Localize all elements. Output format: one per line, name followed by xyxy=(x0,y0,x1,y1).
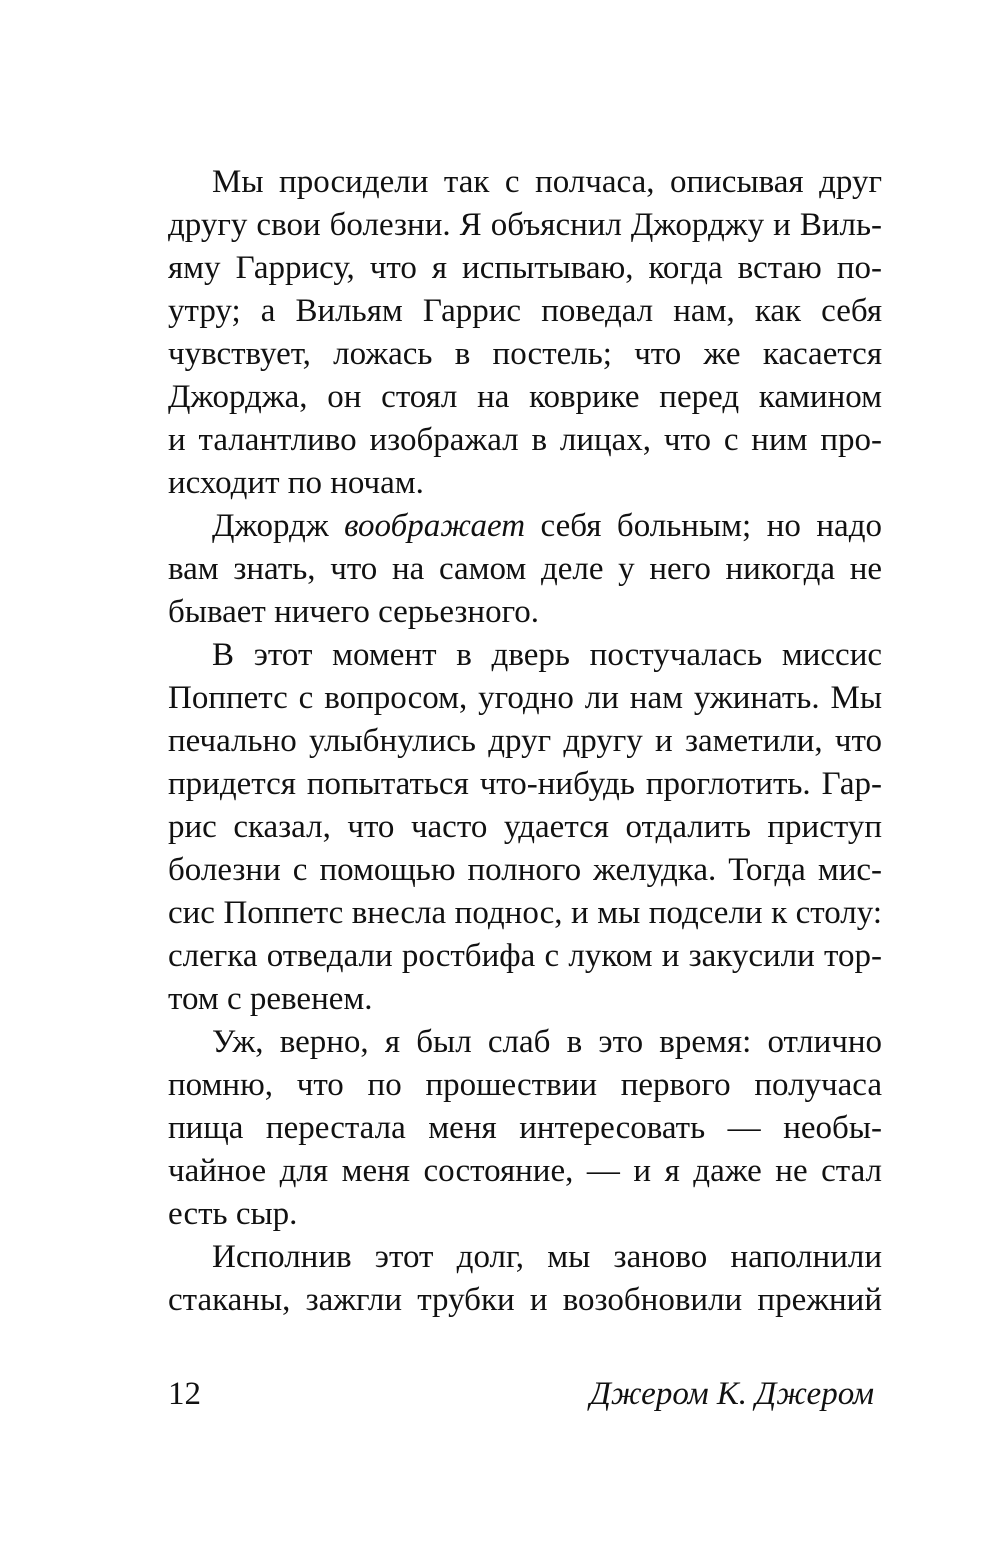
text-line xyxy=(168,505,882,548)
page-body xyxy=(168,161,882,1322)
text-line: Поппетс с вопросом, угодно ли нам ужинать. Мы xyxy=(168,680,882,716)
page-number: 12 xyxy=(168,1376,201,1412)
text-line: яму Гаррису, что я испытываю, когда встаю по- xyxy=(168,250,882,286)
text-run: Джордж xyxy=(212,508,345,544)
text-line: исходит по ночам. xyxy=(168,465,424,501)
text-line: Джорджа, он стоял на коврике перед камином xyxy=(168,379,882,415)
text-line: стаканы, зажгли трубки и возобновили прежний xyxy=(168,1282,882,1318)
text-line: слегка отведали ростбифа с луком и закусили тор- xyxy=(168,938,882,974)
text-line: Уж, верно, я был слаб в это время: отлично xyxy=(212,1024,882,1060)
text-line: придется попытаться что-нибудь проглотить. Гар- xyxy=(168,766,882,802)
text-line: пища перестала меня интересовать — необы- xyxy=(168,1110,882,1146)
text-line: и талантливо изображал в лицах, что с ним про- xyxy=(168,422,882,458)
running-author: Джером К. Джером xyxy=(589,1376,874,1412)
text-line: болезни с помощью полного желудка. Тогда мис- xyxy=(168,852,882,888)
text-line: рис сказал, что часто удается отдалить приступ xyxy=(168,809,882,845)
text-line: В этот момент в дверь постучалась миссис xyxy=(212,637,882,673)
text-run: себя больным; но надо xyxy=(525,508,882,544)
text-line: помню, что по прошествии первого получаса xyxy=(168,1067,882,1103)
text-line: чувствует, ложась в постель; что же касается xyxy=(168,336,882,372)
text-line: есть сыр. xyxy=(168,1196,298,1232)
text-line: Исполнив этот долг, мы заново наполнили xyxy=(212,1239,882,1275)
text-line: бывает ничего серьезного. xyxy=(168,594,540,630)
text-line: чайное для меня состояние, — и я даже не стал xyxy=(168,1153,882,1189)
text-line: сис Поппетс внесла поднос, и мы подсели к столу: xyxy=(168,895,882,931)
text-line: другу свои болезни. Я объяснил Джорджу и Виль- xyxy=(168,207,882,243)
page-footer xyxy=(168,1372,874,1416)
text-line: Мы просидели так с полчаса, описывая друг xyxy=(212,164,882,200)
text-line: утру; а Вильям Гаррис поведал нам, как себя xyxy=(168,293,882,329)
text-line: вам знать, что на самом деле у него никогда не xyxy=(168,551,882,587)
text-line: том с ревенем. xyxy=(168,981,373,1017)
text-line: печально улыбнулись друг другу и заметили, что xyxy=(168,723,882,759)
emphasized-word: воображает xyxy=(344,508,526,544)
